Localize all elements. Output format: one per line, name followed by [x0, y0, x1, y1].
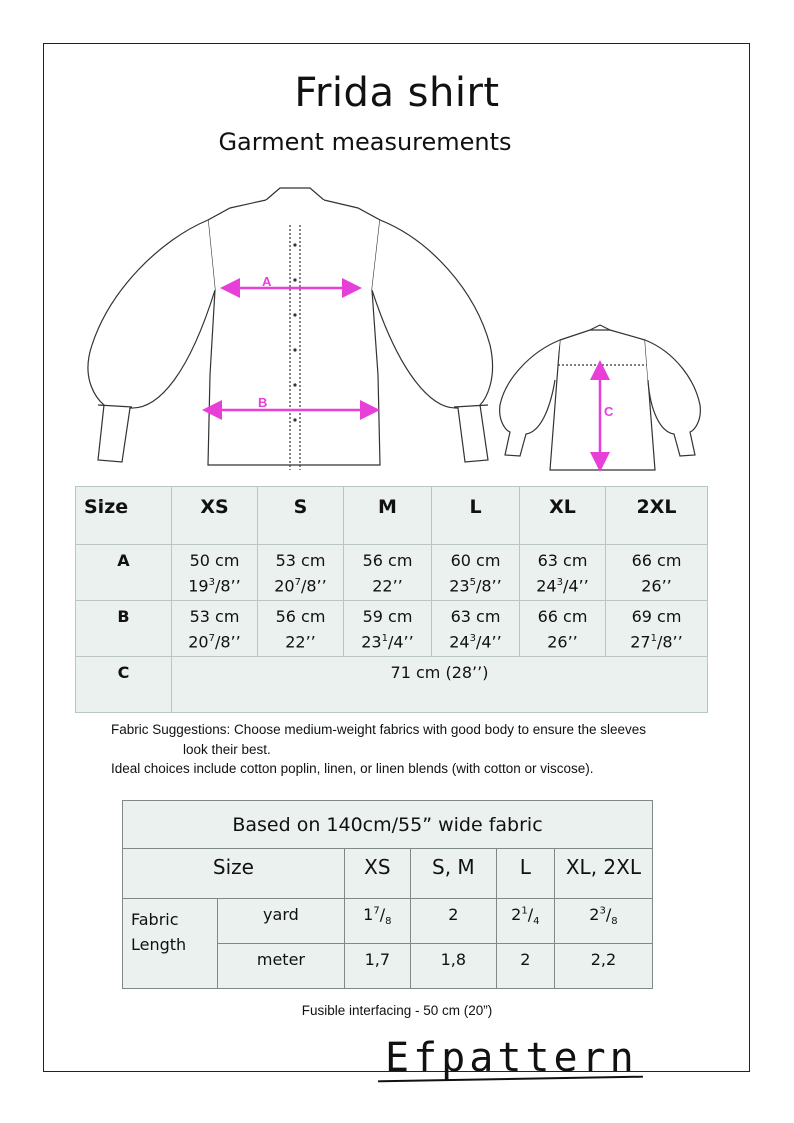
- inch-whole: 19: [188, 576, 209, 596]
- inch-den: 8’’: [481, 576, 502, 596]
- header-cell: Size: [123, 849, 345, 899]
- inch-slash: /: [387, 632, 394, 652]
- fabric-notes: [111, 720, 646, 779]
- inch-value: [173, 572, 256, 597]
- header-cell: XL, 2XL: [554, 849, 652, 899]
- note-line: Fabric Suggestions: Choose medium-weight fabrics with good body to ensure the sleeves: [111, 722, 647, 737]
- inch-slash: /: [214, 576, 221, 596]
- num: 7: [373, 905, 380, 917]
- label-line: Length: [131, 935, 187, 954]
- value-cell: 1,8: [410, 944, 496, 989]
- measure-cell: [520, 601, 606, 657]
- fusible-note: Fusible interfacing - 50 cm (20”): [301, 1003, 493, 1018]
- header-cell: XS: [344, 849, 410, 899]
- inch-den: 4’’: [481, 632, 502, 652]
- fabric-length-label: [123, 899, 218, 989]
- measure-cell: [172, 545, 258, 601]
- row-label: B: [76, 601, 172, 657]
- inch-slash: /: [475, 632, 482, 652]
- measure-cell: [344, 545, 432, 601]
- inch-num: 5: [469, 577, 476, 588]
- inch-value: [259, 628, 342, 653]
- inch-whole: 26’’: [641, 576, 672, 596]
- inch-value: [345, 628, 430, 653]
- table-row: [76, 657, 708, 713]
- den: 8: [611, 916, 618, 928]
- whole: 2: [589, 905, 600, 924]
- whole: 2: [511, 905, 522, 924]
- value-cell: 2: [410, 899, 496, 944]
- cm-value: 63 cm: [537, 551, 588, 570]
- measure-cell: [520, 545, 606, 601]
- page-title: Frida shirt: [294, 70, 500, 116]
- inch-value: [521, 572, 604, 597]
- inch-value: [607, 628, 706, 653]
- inch-slash: /: [475, 576, 482, 596]
- whole: 1: [363, 905, 374, 924]
- cm-value: 60 cm: [450, 551, 501, 570]
- value-cell: $2^3/_8$: [554, 899, 652, 944]
- cm-value: 56 cm: [275, 607, 326, 626]
- inch-num: 1: [650, 633, 657, 644]
- inch-slash: /: [656, 632, 663, 652]
- cm-value: 50 cm: [189, 551, 240, 570]
- measure-cell: [606, 545, 708, 601]
- inch-num: 3: [469, 633, 476, 644]
- size-header-row: [76, 487, 708, 545]
- inch-slash: /: [562, 576, 569, 596]
- cm-value: 66 cm: [631, 551, 682, 570]
- table-row: [76, 545, 708, 601]
- header-cell: S, M: [410, 849, 496, 899]
- inch-whole: 26’’: [547, 632, 578, 652]
- table-row: [76, 601, 708, 657]
- fabric-table: [122, 800, 653, 989]
- inch-den: 8’’: [220, 632, 241, 652]
- inch-whole: 24: [536, 576, 557, 596]
- unit-cell: meter: [218, 944, 345, 989]
- size-table: [75, 486, 708, 713]
- header-cell: L: [432, 487, 520, 545]
- header-cell: Size: [76, 487, 172, 545]
- cm-value: 63 cm: [450, 607, 501, 626]
- header-cell: XL: [520, 487, 606, 545]
- measure-cell: [432, 601, 520, 657]
- den: 4: [533, 916, 540, 928]
- cm-value: 53 cm: [275, 551, 326, 570]
- label-a: A: [262, 274, 272, 289]
- inch-whole: 23: [449, 576, 470, 596]
- inch-den: 8’’: [306, 576, 327, 596]
- front-view: [88, 188, 493, 470]
- cm-value: 69 cm: [631, 607, 682, 626]
- inch-value: [521, 628, 604, 653]
- measure-cell: [606, 601, 708, 657]
- inch-den: 4’’: [393, 632, 414, 652]
- note-line: look their best.: [183, 741, 271, 757]
- inch-num: 7: [294, 577, 301, 588]
- cm-value: 66 cm: [537, 607, 588, 626]
- subtitle-text: Garment measurements: [218, 128, 512, 156]
- brand-signature: Efpattern: [385, 1035, 638, 1081]
- value-cell: 1,7: [344, 944, 410, 989]
- inch-value: [345, 572, 430, 597]
- value-cell: $2^1/_4$: [496, 899, 554, 944]
- inch-whole: 22’’: [285, 632, 316, 652]
- inch-value: [259, 572, 342, 597]
- cm-value: 56 cm: [362, 551, 413, 570]
- inch-den: 8’’: [220, 576, 241, 596]
- measure-cell: [432, 545, 520, 601]
- inch-value: [433, 572, 518, 597]
- page-subtitle: [0, 128, 730, 156]
- garment-illustration: [80, 180, 720, 480]
- value-cell: 2: [496, 944, 554, 989]
- measure-cell: [172, 601, 258, 657]
- inch-whole: 27: [630, 632, 651, 652]
- measure-cell: [258, 545, 344, 601]
- inch-num: 1: [381, 633, 388, 644]
- cm-value: 53 cm: [189, 607, 240, 626]
- cm-value: 59 cm: [362, 607, 413, 626]
- note-line: Ideal choices include cotton poplin, linen, or linen blends (with cotton or viscose).: [111, 761, 594, 776]
- row-label: A: [76, 545, 172, 601]
- value-cell: $1^7/_8$: [344, 899, 410, 944]
- header-cell: S: [258, 487, 344, 545]
- inch-num: 3: [556, 577, 563, 588]
- inch-den: 8’’: [662, 632, 683, 652]
- header-cell: XS: [172, 487, 258, 545]
- num: 1: [521, 905, 528, 917]
- row-label: C: [76, 657, 172, 713]
- inch-den: 4’’: [568, 576, 589, 596]
- inch-whole: 24: [449, 632, 470, 652]
- header-cell: M: [344, 487, 432, 545]
- inch-whole: 23: [361, 632, 382, 652]
- measure-cell: [344, 601, 432, 657]
- measure-cell: [258, 601, 344, 657]
- inch-whole: 20: [188, 632, 209, 652]
- c-value: 71 cm (28’’): [172, 657, 708, 713]
- inch-slash: /: [300, 576, 307, 596]
- label-c: C: [604, 404, 614, 419]
- inch-value: [173, 628, 256, 653]
- den: 8: [385, 916, 392, 928]
- num: 3: [599, 905, 606, 917]
- inch-whole: 22’’: [372, 576, 403, 596]
- header-cell: L: [496, 849, 554, 899]
- value-cell: 2,2: [554, 944, 652, 989]
- unit-cell: yard: [218, 899, 345, 944]
- header-cell: 2XL: [606, 487, 708, 545]
- inch-num: 7: [208, 633, 215, 644]
- inch-value: [607, 572, 706, 597]
- inch-slash: /: [214, 632, 221, 652]
- label-b: B: [258, 395, 268, 410]
- inch-whole: 20: [274, 576, 295, 596]
- inch-value: [433, 628, 518, 653]
- label-line: Fabric: [131, 910, 179, 929]
- fabric-caption: Based on 140cm/55” wide fabric: [123, 801, 653, 849]
- inch-num: 3: [208, 577, 215, 588]
